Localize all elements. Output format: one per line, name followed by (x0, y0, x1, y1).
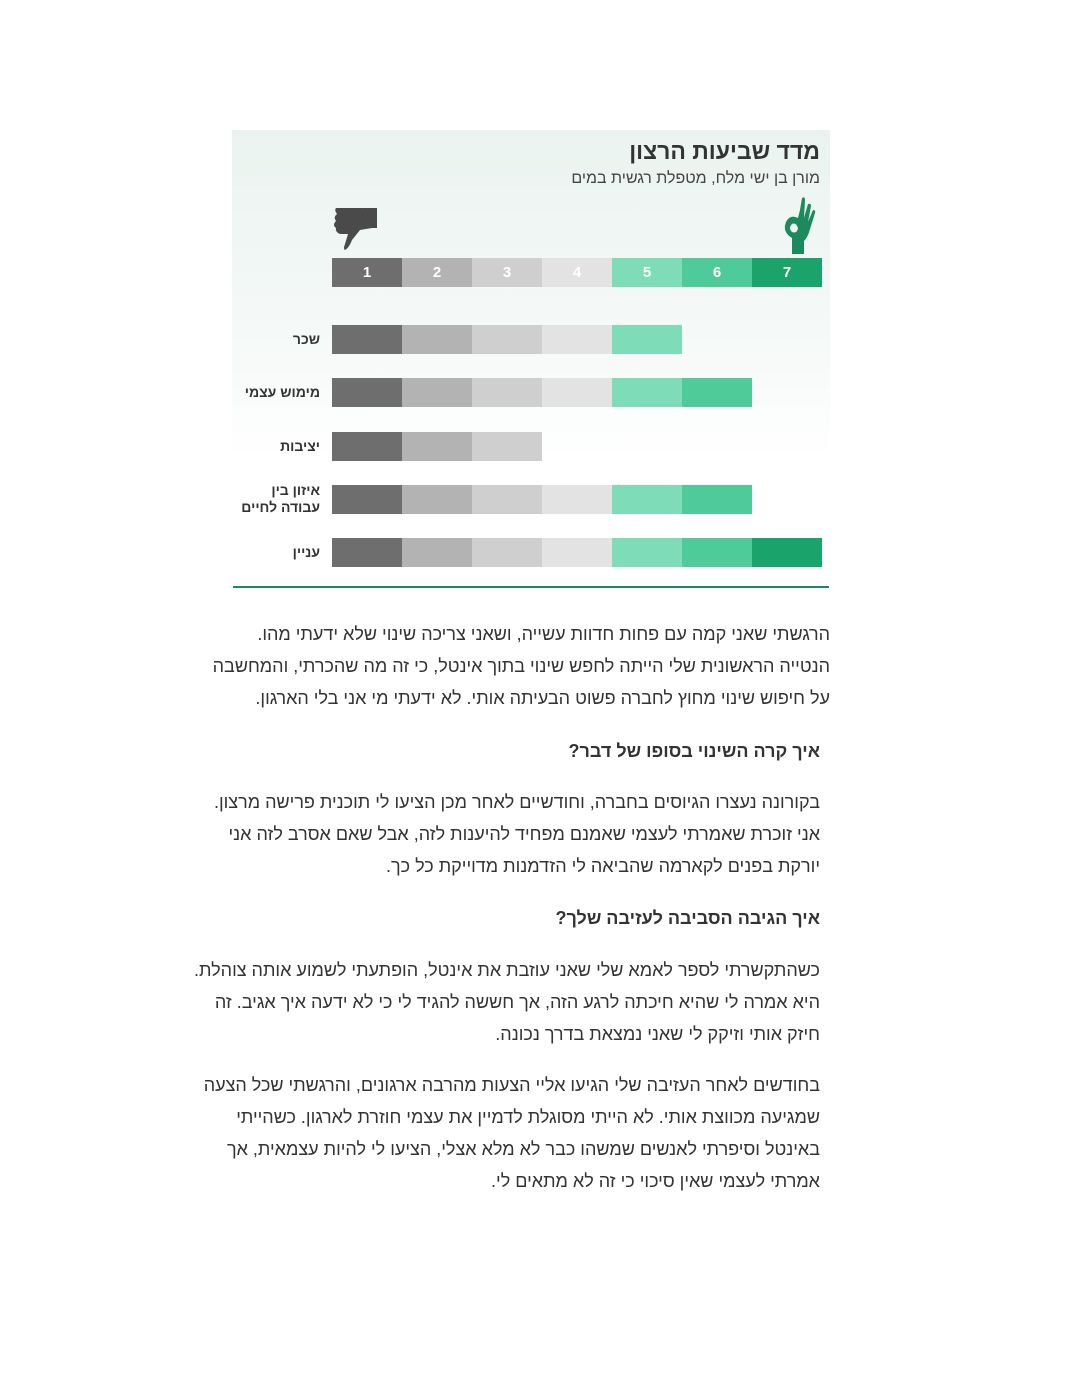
bar-segment (332, 538, 402, 567)
bar-segment (332, 378, 402, 407)
paragraph-line: כשהתקשרתי לספר לאמא שלי שאני עוזבת את אינטל, הופתעתי לשמוע אותה צוהלת. (194, 960, 820, 980)
chart-divider (233, 586, 829, 588)
bar-segment (402, 485, 472, 514)
category-label-line: שכר (292, 330, 320, 347)
category-label (220, 331, 320, 348)
paragraph-line: חיזק אותי וזיקק לי שאני נמצאת בדרך נכונה. (495, 1024, 820, 1044)
bar-segment (472, 485, 542, 514)
bar-segment (472, 378, 542, 407)
bar-segment (612, 485, 682, 514)
bar-segment (542, 538, 612, 567)
bar-segment (332, 432, 402, 461)
bar-segment (402, 538, 472, 567)
ok-hand-icon (782, 196, 822, 254)
paragraph-line: הרגשתי שאני קמה עם פחות חדוות עשייה, ושאני צריכה שינוי שלא ידעתי מהו. (257, 624, 830, 644)
section-heading: איך קרה השינוי בסופו של דבר? (568, 741, 820, 761)
category-label (220, 544, 320, 561)
paragraph-line: באינטל וסיפרתי לאנשים שמשהו כבר לא מלא אצלי, הציעו לי להיות עצמאית, אך (227, 1139, 820, 1159)
scale-step: 4 (542, 258, 612, 287)
category-label-line: עניין (292, 543, 320, 560)
category-label (220, 384, 320, 401)
section-heading: איך הגיבה הסביבה לעזיבה שלך? (555, 908, 820, 928)
bar-segment (542, 378, 612, 407)
category-label-line: מימוש עצמי (244, 383, 320, 400)
chart-title: מדד שביעות הרצון (629, 138, 820, 164)
scale-step: 1 (332, 258, 402, 287)
chart-subtitle: מורן בן ישי מלח, מטפלת רגשית במים (571, 170, 820, 187)
bar-segment (612, 538, 682, 567)
bar-segment (682, 485, 752, 514)
scale-step: 3 (472, 258, 542, 287)
scale-step: 7 (752, 258, 822, 287)
bar-segment (542, 485, 612, 514)
category-label-line: איזון בין (271, 482, 320, 498)
category-label (220, 482, 320, 516)
bar-segment (612, 378, 682, 407)
bar-segment (332, 325, 402, 354)
bar-segment (612, 325, 682, 354)
scale-step: 5 (612, 258, 682, 287)
bar-segment (472, 325, 542, 354)
paragraph-line: בחודשים לאחר העזיבה שלי הגיעו אליי הצעות מהרבה ארגונים, והרגשתי שכל הצעה (203, 1075, 820, 1095)
paragraph-line: אמרתי לעצמי שאין סיכוי כי זה לא מתאים לי. (491, 1171, 820, 1191)
bar-segment (402, 432, 472, 461)
bar-segment (752, 538, 822, 567)
paragraph-line: על חיפוש שינוי מחוץ לחברה פשוט הבעיתה אותי. לא ידעתי מי אני בלי הארגון. (255, 688, 830, 708)
bar-segment (472, 538, 542, 567)
paragraph-line: שמגיעה מכווצת אותי. לא הייתי מסוגלת לדמיין את עצמי חוזרת לארגון. כשהייתי (236, 1107, 820, 1127)
bar-segment (682, 538, 752, 567)
paragraph-line: היא אמרה לי שהיא חיכתה לרגע הזה, אך חששה להגיד לי כי לא ידעה איך אגיב. זה (214, 992, 820, 1012)
paragraph-line: הנטייה הראשונית שלי הייתה לחפש שינוי בתוך אינטל, כי זה מה שהכרתי, והמחשבה (212, 656, 830, 676)
category-label (220, 438, 320, 455)
scale-step: 2 (402, 258, 472, 287)
paragraph-line: יורקת בפנים לקארמה שהביאה לי הזדמנות מדוייקת כל כך. (386, 856, 820, 876)
category-label-line: עבודה לחיים (241, 499, 320, 515)
bar-segment (472, 432, 542, 461)
thumbs-down-icon (332, 202, 382, 252)
satisfaction-chart (232, 130, 830, 560)
bar-segment (332, 485, 402, 514)
category-label-line: יציבות (280, 437, 320, 454)
paragraph-line: בקורונה נעצרו הגיוסים בחברה, וחודשיים לאחר מכן הציעו לי תוכנית פרישה מרצון. (213, 792, 820, 812)
bar-segment (542, 325, 612, 354)
bar-segment (402, 378, 472, 407)
bar-segment (682, 378, 752, 407)
scale-step: 6 (682, 258, 752, 287)
bar-segment (402, 325, 472, 354)
paragraph-line: אני זוכרת שאמרתי לעצמי שאמנם מפחיד להיענות לזה, אבל שאם אסרב לזה אני (228, 824, 820, 844)
